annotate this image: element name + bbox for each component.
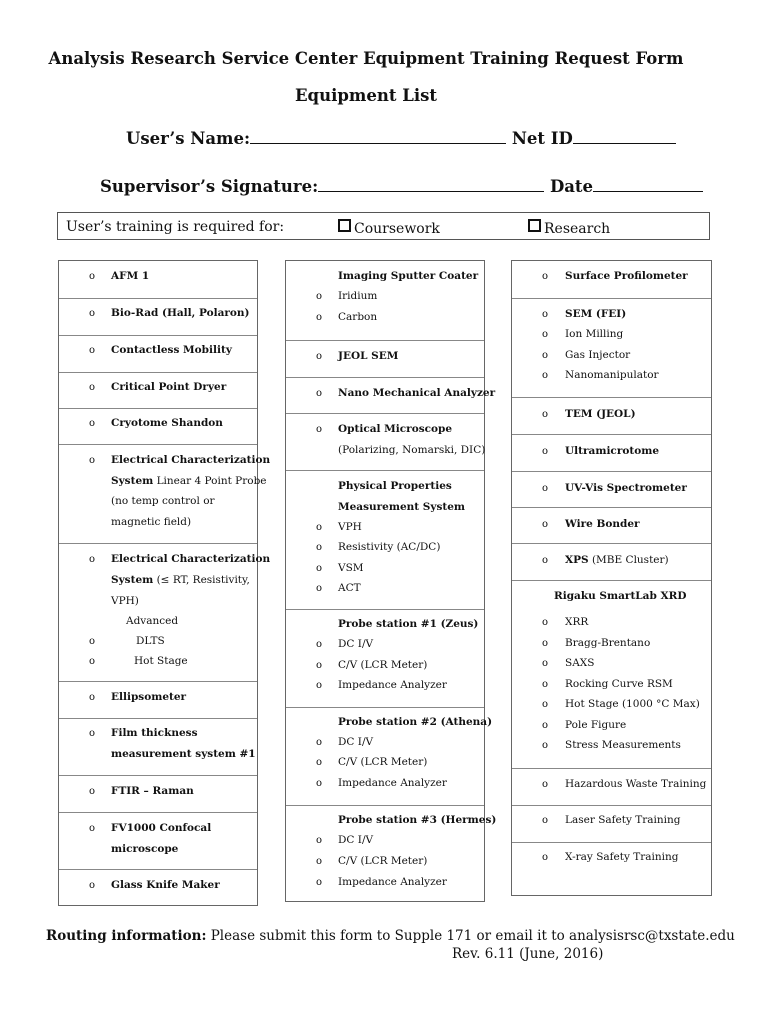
equipment-column-1 — [58, 260, 271, 906]
revision-label: Rev. 6.11 (June, 2016) — [452, 946, 604, 962]
list-item-rigaku-xrd[interactable] — [512, 580, 711, 769]
bullet-icon: o — [89, 636, 96, 647]
sub-item-advanced: Advanced — [126, 615, 179, 627]
equipment-label: Wire Bonder — [565, 518, 640, 530]
equipment-label: Surface Profilometer — [565, 270, 688, 282]
list-item-ultramicrotome[interactable] — [512, 434, 711, 472]
bullet-icon: o — [316, 737, 323, 748]
equipment-label: FV1000 Confocal — [111, 822, 212, 834]
bullet-icon: o — [89, 786, 96, 797]
bullet-icon: o — [316, 291, 323, 302]
bullet-icon: o — [542, 309, 549, 320]
equipment-detail: (Polarizing, Nomarski, DIC) — [338, 444, 486, 456]
sub-item-dlts: DLTS — [136, 635, 165, 647]
bullet-icon: o — [542, 638, 549, 649]
users-name-label: User’s Name: — [126, 129, 251, 148]
list-item-elec-char-2[interactable] — [59, 543, 271, 682]
list-item-laser-safety[interactable] — [512, 805, 711, 843]
list-item-wire-bonder[interactable] — [512, 507, 711, 544]
list-item-sputter-coater[interactable] — [286, 261, 484, 341]
equipment-label: Probe station #3 (Hermes) — [338, 814, 497, 826]
equipment-label: Glass Knife Maker — [111, 879, 220, 891]
supervisor-row — [100, 177, 703, 196]
sub-item: Resistivity (AC/DC) — [338, 541, 441, 553]
coursework-label: Coursework — [354, 221, 440, 237]
bullet-icon: o — [316, 778, 323, 789]
bullet-icon: o — [316, 424, 323, 435]
equipment-label: X-ray Safety Training — [565, 851, 679, 863]
list-item-surface-profilometer[interactable] — [512, 261, 711, 299]
bullet-icon: o — [542, 446, 549, 457]
bullet-icon: o — [542, 350, 549, 361]
bullet-icon: o — [89, 455, 96, 466]
net-id-label: Net ID — [511, 129, 573, 148]
form-subtitle: Equipment List — [294, 86, 437, 105]
sub-item: Nanomanipulator — [565, 369, 659, 381]
bullet-icon: o — [316, 835, 323, 846]
bullet-icon: o — [316, 757, 323, 768]
list-item-glass-knife[interactable] — [59, 869, 257, 907]
bullet-icon: o — [316, 583, 323, 594]
equipment-label: Nano Mechanical Analyzer — [338, 387, 496, 399]
list-item-ppms[interactable] — [286, 470, 484, 610]
sub-item: C/V (LCR Meter) — [338, 659, 428, 671]
equipment-label: Electrical Characterization — [111, 454, 271, 466]
users-name-field[interactable] — [250, 129, 506, 144]
equipment-column-2 — [285, 260, 497, 902]
equipment-label-line2: Measurement System — [338, 501, 466, 513]
list-item-biorad[interactable] — [59, 298, 257, 336]
bullet-icon: o — [316, 660, 323, 671]
bullet-icon: o — [89, 692, 96, 703]
list-item-xray-safety[interactable] — [512, 842, 711, 897]
sub-item: Carbon — [338, 311, 378, 323]
equipment-label: Ellipsometer — [111, 691, 187, 703]
equipment-label: Probe station #1 (Zeus) — [338, 618, 479, 630]
research-label: Research — [544, 221, 611, 237]
bullet-icon: o — [542, 779, 549, 790]
equipment-label: Ultramicrotome — [565, 445, 660, 457]
sub-item: DC I/V — [338, 834, 374, 846]
supervisor-signature-field[interactable] — [318, 177, 544, 192]
training-required-label: User’s training is required for: — [66, 219, 285, 235]
bullet-icon: o — [316, 639, 323, 650]
bullet-icon: o — [316, 351, 323, 362]
equipment-column-3 — [511, 260, 712, 896]
equipment-label: Probe station #2 (Athena) — [338, 716, 493, 728]
routing-label: Routing information: — [46, 928, 207, 944]
sub-item: SAXS — [565, 657, 595, 669]
list-item-probe-zeus[interactable] — [286, 609, 484, 708]
equipment-label: UV-Vis Spectrometer — [565, 482, 687, 494]
sub-item: Impedance Analyzer — [338, 876, 447, 888]
bullet-icon: o — [542, 329, 549, 340]
bullet-icon: o — [542, 740, 549, 751]
bullet-icon: o — [89, 345, 96, 356]
bullet-icon: o — [542, 699, 549, 710]
sub-item-hot-stage: Hot Stage — [134, 655, 188, 667]
training-required-box — [57, 212, 710, 240]
bullet-icon: o — [89, 554, 96, 565]
bullet-icon: o — [542, 555, 549, 566]
equipment-label: XPS (MBE Cluster) — [565, 554, 669, 566]
date-label: Date — [549, 177, 594, 196]
equipment-detail: VPH) — [111, 595, 139, 607]
bullet-icon: o — [542, 370, 549, 381]
sub-item: Iridium — [338, 290, 378, 302]
list-item-sem-fei[interactable] — [512, 298, 711, 398]
bullet-icon: o — [89, 656, 96, 667]
equipment-label: JEOL SEM — [338, 350, 399, 362]
sub-item: Gas Injector — [565, 349, 631, 361]
bullet-icon: o — [89, 728, 96, 739]
list-item-cryotome[interactable] — [59, 408, 257, 445]
bullet-icon: o — [316, 680, 323, 691]
bullet-icon: o — [89, 308, 96, 319]
sub-item: Pole Figure — [565, 719, 627, 731]
bullet-icon: o — [542, 658, 549, 669]
equipment-label: Laser Safety Training — [565, 814, 681, 826]
sub-item: DC I/V — [338, 638, 374, 650]
equipment-detail: magnetic field) — [111, 516, 192, 528]
sub-item: Rocking Curve RSM — [565, 678, 673, 690]
equipment-label: Hazardous Waste Training — [565, 778, 707, 790]
list-item-ellipsometer[interactable] — [59, 681, 257, 719]
sub-item: Bragg-Brentano — [565, 637, 651, 649]
bullet-icon: o — [542, 519, 549, 530]
equipment-label-line2: measurement system #1 — [111, 748, 256, 760]
list-item-tem[interactable] — [512, 397, 711, 435]
list-item-film-thickness[interactable] — [59, 718, 257, 776]
equipment-label: Optical Microscope — [338, 423, 453, 435]
net-id-field[interactable] — [573, 129, 676, 144]
bullet-icon: o — [316, 388, 323, 399]
equipment-label: Cryotome Shandon — [111, 417, 223, 429]
sub-item: Hot Stage (1000 °C Max) — [565, 698, 700, 710]
list-item-probe-hermes[interactable] — [286, 805, 497, 903]
sub-item: Impedance Analyzer — [338, 777, 447, 789]
sub-item: Ion Milling — [565, 328, 624, 340]
bullet-icon: o — [542, 815, 549, 826]
equipment-label: Contactless Mobility — [111, 344, 232, 356]
equipment-label: AFM 1 — [111, 270, 150, 282]
routing-information — [46, 928, 735, 944]
equipment-label: FTIR – Raman — [111, 785, 194, 797]
sub-item: ACT — [338, 582, 361, 594]
bullet-icon: o — [89, 271, 96, 282]
equipment-label: Film thickness — [111, 727, 198, 739]
equipment-label: Electrical Characterization — [111, 553, 271, 565]
bullet-icon: o — [542, 617, 549, 628]
sub-item: Impedance Analyzer — [338, 679, 447, 691]
bullet-icon: o — [316, 522, 323, 533]
list-item-nano-mech[interactable] — [286, 377, 496, 414]
bullet-icon: o — [542, 271, 549, 282]
sub-item: C/V (LCR Meter) — [338, 855, 428, 867]
bullet-icon: o — [316, 856, 323, 867]
sub-item: VPH — [338, 521, 362, 533]
bullet-icon: o — [89, 418, 96, 429]
date-field[interactable] — [593, 177, 703, 192]
bullet-icon: o — [542, 720, 549, 731]
bullet-icon: o — [542, 679, 549, 690]
bullet-icon: o — [542, 483, 549, 494]
research-checkbox[interactable] — [528, 219, 610, 237]
sub-item: DC I/V — [338, 736, 374, 748]
list-item-critical-point[interactable] — [59, 372, 257, 409]
bullet-icon: o — [316, 312, 323, 323]
bullet-icon: o — [316, 542, 323, 553]
equipment-label: TEM (JEOL) — [565, 408, 636, 420]
equipment-label-line2: microscope — [111, 843, 179, 855]
equipment-label: Physical Properties — [338, 480, 452, 492]
checkbox-square-icon — [528, 219, 541, 232]
users-name-row — [126, 129, 676, 148]
equipment-label: Bio-Rad (Hall, Polaron) — [111, 307, 250, 319]
equipment-label: Rigaku SmartLab XRD — [554, 590, 687, 602]
list-item-jeol-sem[interactable] — [286, 340, 484, 378]
routing-text: Please submit this form to Supple 171 or email it to analysisrsc@txstate.edu — [206, 928, 735, 944]
form-title: Analysis Research Service Center Equipment Training Request Form — [48, 49, 684, 68]
equipment-detail: (no temp control or — [111, 495, 215, 507]
list-item-contactless[interactable] — [59, 335, 257, 373]
sub-item: Stress Measurements — [565, 739, 681, 751]
equipment-label: Critical Point Dryer — [111, 381, 227, 393]
list-item-elec-char-1[interactable] — [59, 444, 271, 544]
supervisor-signature-label: Supervisor’s Signature: — [100, 177, 319, 196]
list-item-afm[interactable] — [59, 261, 257, 299]
bullet-icon: o — [89, 823, 96, 834]
list-item-probe-athena[interactable] — [286, 707, 493, 806]
equipment-line: System (≤ RT, Resistivity, — [111, 574, 250, 586]
list-item-fv1000[interactable] — [59, 812, 257, 870]
sub-item: XRR — [565, 616, 589, 628]
checkbox-square-icon — [338, 219, 351, 232]
coursework-checkbox[interactable] — [338, 219, 440, 237]
list-item-xps[interactable] — [512, 543, 711, 581]
bullet-icon: o — [542, 852, 549, 863]
list-item-ftir[interactable] — [59, 775, 257, 813]
bullet-icon: o — [89, 382, 96, 393]
equipment-label: SEM (FEI) — [565, 308, 627, 320]
equipment-line: System Linear 4 Point Probe — [111, 475, 267, 487]
bullet-icon: o — [316, 877, 323, 888]
bullet-icon: o — [542, 409, 549, 420]
list-item-hazardous-waste[interactable] — [512, 768, 711, 806]
bullet-icon: o — [316, 563, 323, 574]
equipment-label: Imaging Sputter Coater — [338, 270, 479, 282]
sub-item: VSM — [338, 562, 364, 574]
sub-item: C/V (LCR Meter) — [338, 756, 428, 768]
bullet-icon: o — [89, 880, 96, 891]
list-item-uvvis[interactable] — [512, 471, 711, 508]
list-item-optical-microscope[interactable] — [286, 413, 484, 471]
